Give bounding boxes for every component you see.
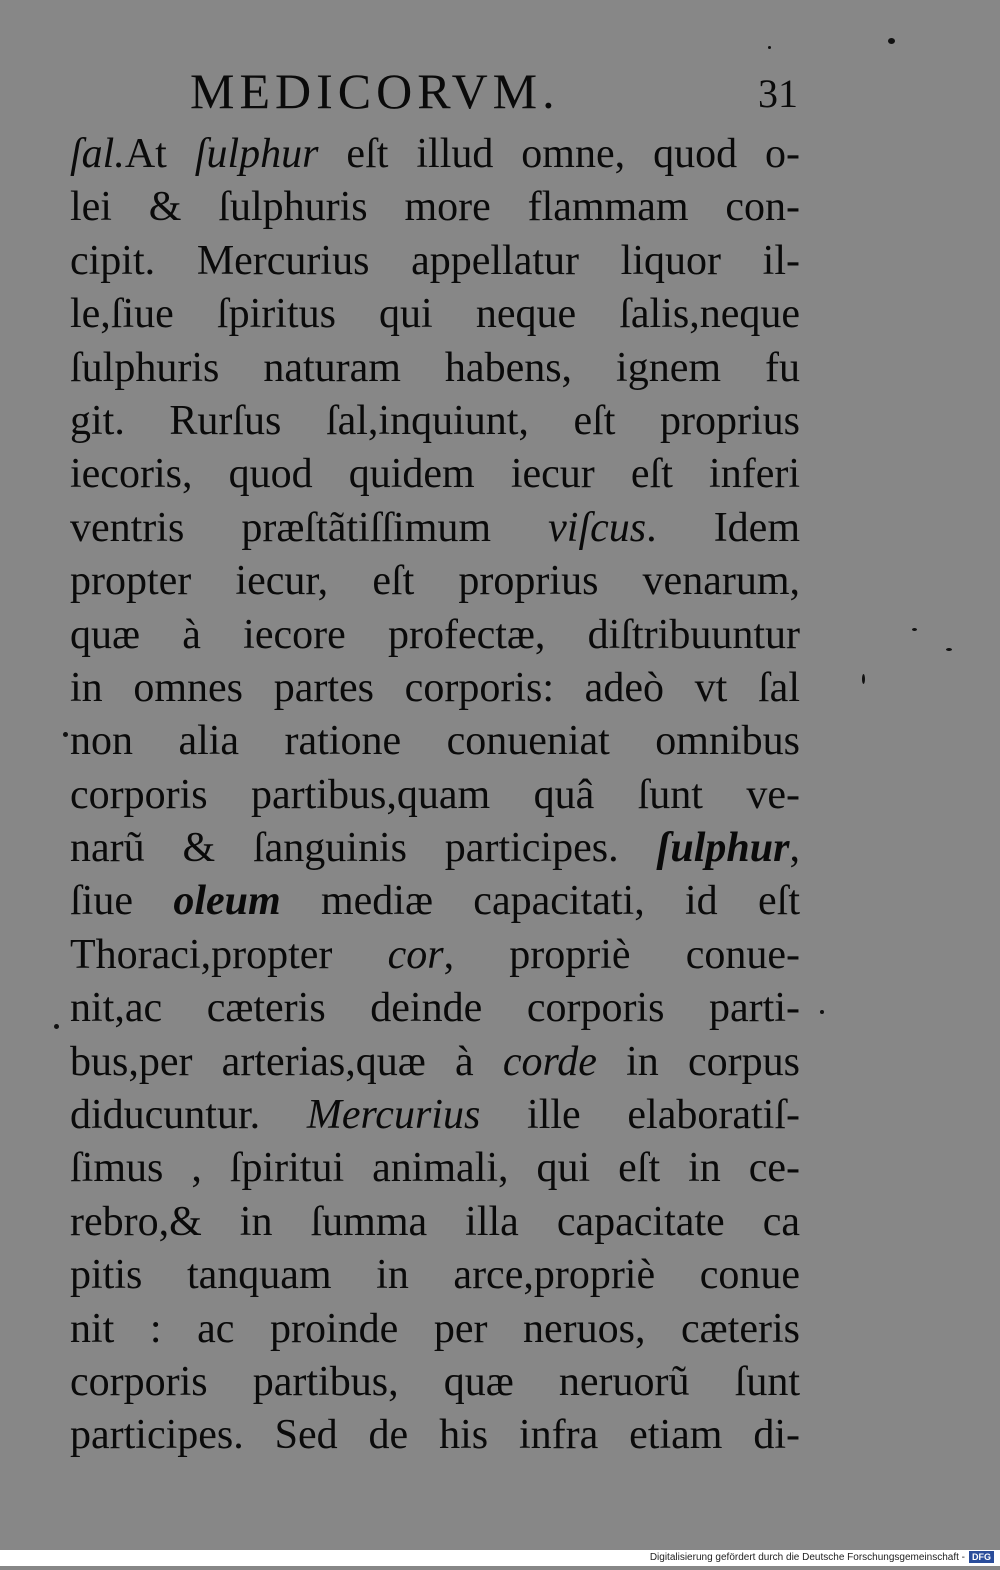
dfg-logo: DFG <box>969 1551 994 1563</box>
ink-speck <box>946 648 952 651</box>
text-line <box>70 448 800 501</box>
text-line <box>70 609 800 662</box>
text-segment: pitis tanquam in arce,propriè conue <box>70 1252 800 1299</box>
text-segment: ſiue <box>70 878 174 925</box>
text-line <box>70 128 800 181</box>
text-segment: nit : ac proinde per neruos, cæteris <box>70 1305 800 1352</box>
digitization-footer <box>0 1550 1000 1566</box>
text-segment: diducuntur. <box>70 1092 307 1139</box>
text-segment: ſulphuris naturam habens, ignem fu <box>70 344 800 391</box>
text-line <box>70 235 800 288</box>
text-line <box>70 929 800 982</box>
italic-word: ſulphur <box>194 131 319 177</box>
text-segment: corporis partibus, quæ neruorũ ſunt <box>70 1358 800 1405</box>
text-line <box>70 1409 800 1462</box>
text-segment: narũ & ſanguinis participes. <box>70 825 657 872</box>
text-segment: eſt illud omne, quod o- <box>318 131 800 177</box>
italic-word: ſal. <box>70 131 125 177</box>
text-segment: cipit. Mercurius appellatur liquor il- <box>70 237 800 284</box>
text-line <box>70 555 800 608</box>
ink-speck <box>768 46 771 49</box>
text-segment: quæ à iecore profectæ, diſtribuuntur <box>70 611 800 658</box>
text-line <box>70 1089 800 1142</box>
italic-word: ſulphur <box>656 825 790 872</box>
text-segment: participes. Sed de his infra etiam di- <box>70 1412 800 1459</box>
text-segment: rebro,& in ſumma illa capacitate ca <box>70 1198 800 1245</box>
text-segment: mediæ capacitati, id eſt <box>280 878 800 925</box>
text-line <box>70 288 800 341</box>
ink-speck <box>888 38 895 44</box>
ink-speck <box>912 628 917 631</box>
text-segment: propter iecur, eſt proprius venarum, <box>70 558 800 605</box>
text-segment: , propriè conue- <box>443 931 800 978</box>
body-text <box>70 128 800 1463</box>
ink-speck <box>820 1010 824 1014</box>
text-segment: At <box>124 131 195 177</box>
text-segment: corporis partibus,quam quâ ſunt ve- <box>70 771 800 818</box>
running-head: MEDICORVM. <box>190 63 560 119</box>
text-line <box>70 181 800 234</box>
italic-word: viſcus <box>548 504 647 551</box>
text-segment: ille elaboratiſ- <box>480 1092 800 1139</box>
text-segment: in corpus <box>596 1038 800 1085</box>
footer-credit-text: Digitalisierung gefördert durch die Deutsche Forschungsgemeinschaft - <box>649 1552 965 1563</box>
text-line <box>70 982 800 1035</box>
italic-word: Mercurius <box>306 1092 481 1139</box>
text-segment: lei & ſulphuris more flammam con- <box>70 184 800 231</box>
text-line <box>70 342 800 395</box>
text-segment: le,ſiue ſpiritus qui neque ſalis,neque <box>70 291 800 338</box>
text-line <box>70 662 800 715</box>
text-segment: nit,ac cæteris deinde corporis parti- <box>70 985 800 1032</box>
text-line <box>70 395 800 448</box>
text-segment: bus,per arterias,quæ à <box>70 1038 503 1085</box>
text-line <box>70 502 800 555</box>
italic-word: cor <box>387 931 444 978</box>
text-line <box>70 1142 800 1195</box>
text-segment: . Idem <box>646 504 800 551</box>
text-line <box>70 1196 800 1249</box>
text-segment: ſimus , ſpiritui animali, qui eſt in ce- <box>70 1145 800 1192</box>
text-line <box>70 822 800 875</box>
text-line <box>70 1356 800 1409</box>
text-segment: Thoraci,propter <box>70 931 388 978</box>
text-segment: git. Rurſus ſal,inquiunt, eſt proprius <box>70 397 800 444</box>
text-segment: ventris præſtãtiſſimum <box>70 504 549 551</box>
italic-word: corde <box>502 1038 597 1085</box>
ink-speck <box>862 674 865 684</box>
text-segment: iecoris, quod quidem iecur eſt inferi <box>70 451 800 498</box>
text-line <box>70 769 800 822</box>
text-segment: , <box>789 825 800 872</box>
page-number: 31 <box>758 71 798 116</box>
text-segment: non alia ratione conueniat omnibus <box>70 718 800 765</box>
text-segment: in omnes partes corporis: adeò vt ſal <box>70 664 800 711</box>
text-line <box>70 1249 800 1302</box>
text-line <box>70 1303 800 1356</box>
ink-speck <box>54 1024 59 1029</box>
text-line <box>70 1036 800 1089</box>
page-header <box>190 62 800 132</box>
ink-speck <box>63 732 68 737</box>
italic-word: oleum <box>173 878 281 925</box>
text-line <box>70 715 800 768</box>
text-line <box>70 875 800 928</box>
